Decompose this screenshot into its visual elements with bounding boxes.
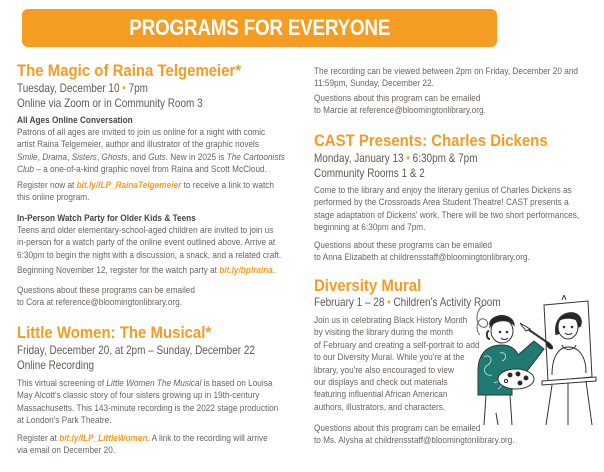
desc-text: This virtual screening of <box>17 378 107 389</box>
show-title: Little Women The Musical <box>106 378 202 389</box>
register-prefix: Register now at <box>17 180 77 191</box>
program-title-cast: CAST Presents: Charles Dickens <box>314 131 548 150</box>
contact-email: to Ms. Alysha at childrensstaff@bloomingtonlibrary.org. <box>314 435 515 447</box>
child-painting-illustration <box>472 295 604 425</box>
desc-line: Teens and older elementary-school-aged children are invited to join us <box>17 225 274 236</box>
desc-line: at London's Park Theatre. <box>17 415 112 427</box>
sep: , <box>67 151 72 163</box>
contact-email: to Anna Elizabeth at childrensstaff@bloomingtonlibrary.org. <box>314 252 530 264</box>
desc-text: is based on Louisa <box>201 378 273 389</box>
book-title: Guts <box>148 151 166 163</box>
sep: , <box>37 151 43 163</box>
program-title-little-women: Little Women: The Musical* <box>17 323 212 342</box>
contact-raina <box>17 285 301 310</box>
desc-line: Patrons of all ages are invited to join us online for a night with comic <box>17 127 266 138</box>
book-title: Club <box>17 164 34 176</box>
section-desc-online <box>17 127 301 177</box>
desc-line <box>17 164 301 176</box>
desc-line: featuring influential African American <box>314 389 448 401</box>
date-text: Monday, January 13 <box>314 152 404 165</box>
desc-line: authors, illustrators, and characters. <box>314 401 446 413</box>
program-location-raina: Online via Zoom or in Community Room 3 <box>17 97 203 110</box>
register-line2: via email on December 20. <box>17 445 116 457</box>
section-desc-watch-party <box>17 225 301 262</box>
date-text: February 1 – 28 <box>314 296 385 309</box>
contact-line: Questions about this program can be emailed <box>314 423 481 434</box>
desc-line: Join us in celebrating Black History Month <box>314 315 468 326</box>
viewing-little-women <box>314 66 598 91</box>
register-raina-online <box>17 180 301 205</box>
location-text: Children's Activity Room <box>393 296 501 309</box>
register-suffix: to receive a link to watch <box>181 180 274 191</box>
desc-line: by visiting the library during the month <box>314 327 453 339</box>
desc-line: of February and creating a self-portrait to add <box>314 339 480 351</box>
register-suffix: . <box>272 265 276 276</box>
program-datetime-little-women: Friday, December 20, at 2pm – Sunday, December 22 <box>17 344 255 357</box>
time-text: 6:30pm & 7pm <box>412 152 478 165</box>
program-title-diversity-mural: Diversity Mural <box>314 276 422 295</box>
register-link-bplraina[interactable]: bit.ly/bplraina <box>219 265 273 276</box>
program-datetime-raina <box>17 81 148 96</box>
contact-line: Questions about these programs can be emailed <box>17 285 195 296</box>
register-prefix: Register at <box>17 433 60 444</box>
date-text: Tuesday, December 10 <box>17 82 120 95</box>
sep: , <box>96 151 102 163</box>
desc-line: beginning at 6:30pm and 7pm. <box>314 222 426 234</box>
contact-diversity-mural <box>314 423 598 448</box>
program-location-cast: Community Rooms 1 & 2 <box>314 167 425 180</box>
desc-line: Come to the library and enjoy the literary genius of Charles Dickens as <box>314 185 572 196</box>
desc-line: Massachusetts. This 143-minute recording is the 2022 stage production <box>17 402 279 414</box>
desc-line: in-person for a watch party of the online event outlined above. Arrive at <box>17 237 276 249</box>
desc-text: – a one-of-a-kind graphic novel from Raina and Scott McCloud. <box>33 164 267 176</box>
contact-email: to Marcie at reference@bloomingtonlibrary.org. <box>314 105 486 117</box>
register-watch-party <box>17 265 301 277</box>
book-title: Smile <box>17 151 38 163</box>
time-text: 7pm <box>128 82 148 95</box>
bullet-dot: • <box>122 82 126 95</box>
register-link-little-women[interactable]: bit.ly/ILP_LittleWomen <box>59 433 148 444</box>
book-title: Sisters <box>71 151 97 163</box>
contact-line: Questions about this program can be emailed <box>314 93 481 104</box>
sep: , and <box>127 151 149 163</box>
desc-line: artist Raina Telgemeier, author and illustrator of the graphic novels <box>17 139 260 151</box>
desc-line: performed by the Crossroads Area Student Theatre! CAST presents a <box>314 197 569 209</box>
program-title-raina: The Magic of Raina Telgemeier* <box>17 61 242 80</box>
book-title: Ghosts <box>101 151 128 163</box>
bullet-dot: • <box>387 296 391 309</box>
contact-cast <box>314 240 598 265</box>
contact-email: to Cora at reference@bloomingtonlibrary.org. <box>17 297 183 309</box>
register-prefix: Beginning November 12, register for the watch party at <box>17 265 220 276</box>
page-title: PROGRAMS FOR EVERYONE <box>129 15 390 40</box>
register-link-raina[interactable]: bit.ly/ILP_RainaTelgemeier <box>76 180 182 191</box>
register-suffix: . A link to the recording will arrive <box>147 433 268 444</box>
program-location-little-women: Online Recording <box>17 359 95 372</box>
desc-little-women <box>17 378 301 428</box>
desc-cast <box>314 185 598 235</box>
contact-little-women <box>314 93 598 118</box>
register-line2: this online program. <box>17 192 90 204</box>
register-little-women <box>17 433 301 458</box>
viewing-line: 11:59pm, Sunday, December 22. <box>314 78 434 90</box>
desc-line <box>17 378 301 390</box>
bullet-dot: • <box>406 152 410 165</box>
desc-line: to our Diversity Mural. While you're at the <box>314 352 465 364</box>
sep: . New in 2025 is <box>165 151 227 163</box>
desc-line: May Alcott's classic story of four sisters growing up in 19th-century <box>17 390 260 402</box>
desc-line-titles <box>17 152 301 164</box>
desc-line: stage adaptation of Dickens' work. There will be two short performances, <box>314 209 580 221</box>
desc-line: library, you're also encouraged to view <box>314 364 454 376</box>
book-title: The Cartoonists <box>226 151 285 163</box>
book-title: Drama <box>42 151 68 163</box>
section-label-online: All Ages Online Conversation <box>17 115 133 126</box>
section-label-watch-party: In-Person Watch Party for Older Kids & Teens <box>17 213 196 224</box>
page-banner <box>22 9 497 47</box>
desc-line: 6:30pm to begin the night with a discussion, a snack, and a related craft. <box>17 249 282 261</box>
desc-line: our displays and check out materials <box>314 377 448 389</box>
program-datetime-cast <box>314 151 478 166</box>
viewing-line: The recording can be viewed between 2pm on Friday, December 20 and <box>314 66 579 77</box>
contact-line: Questions about these programs can be emailed <box>314 240 492 251</box>
